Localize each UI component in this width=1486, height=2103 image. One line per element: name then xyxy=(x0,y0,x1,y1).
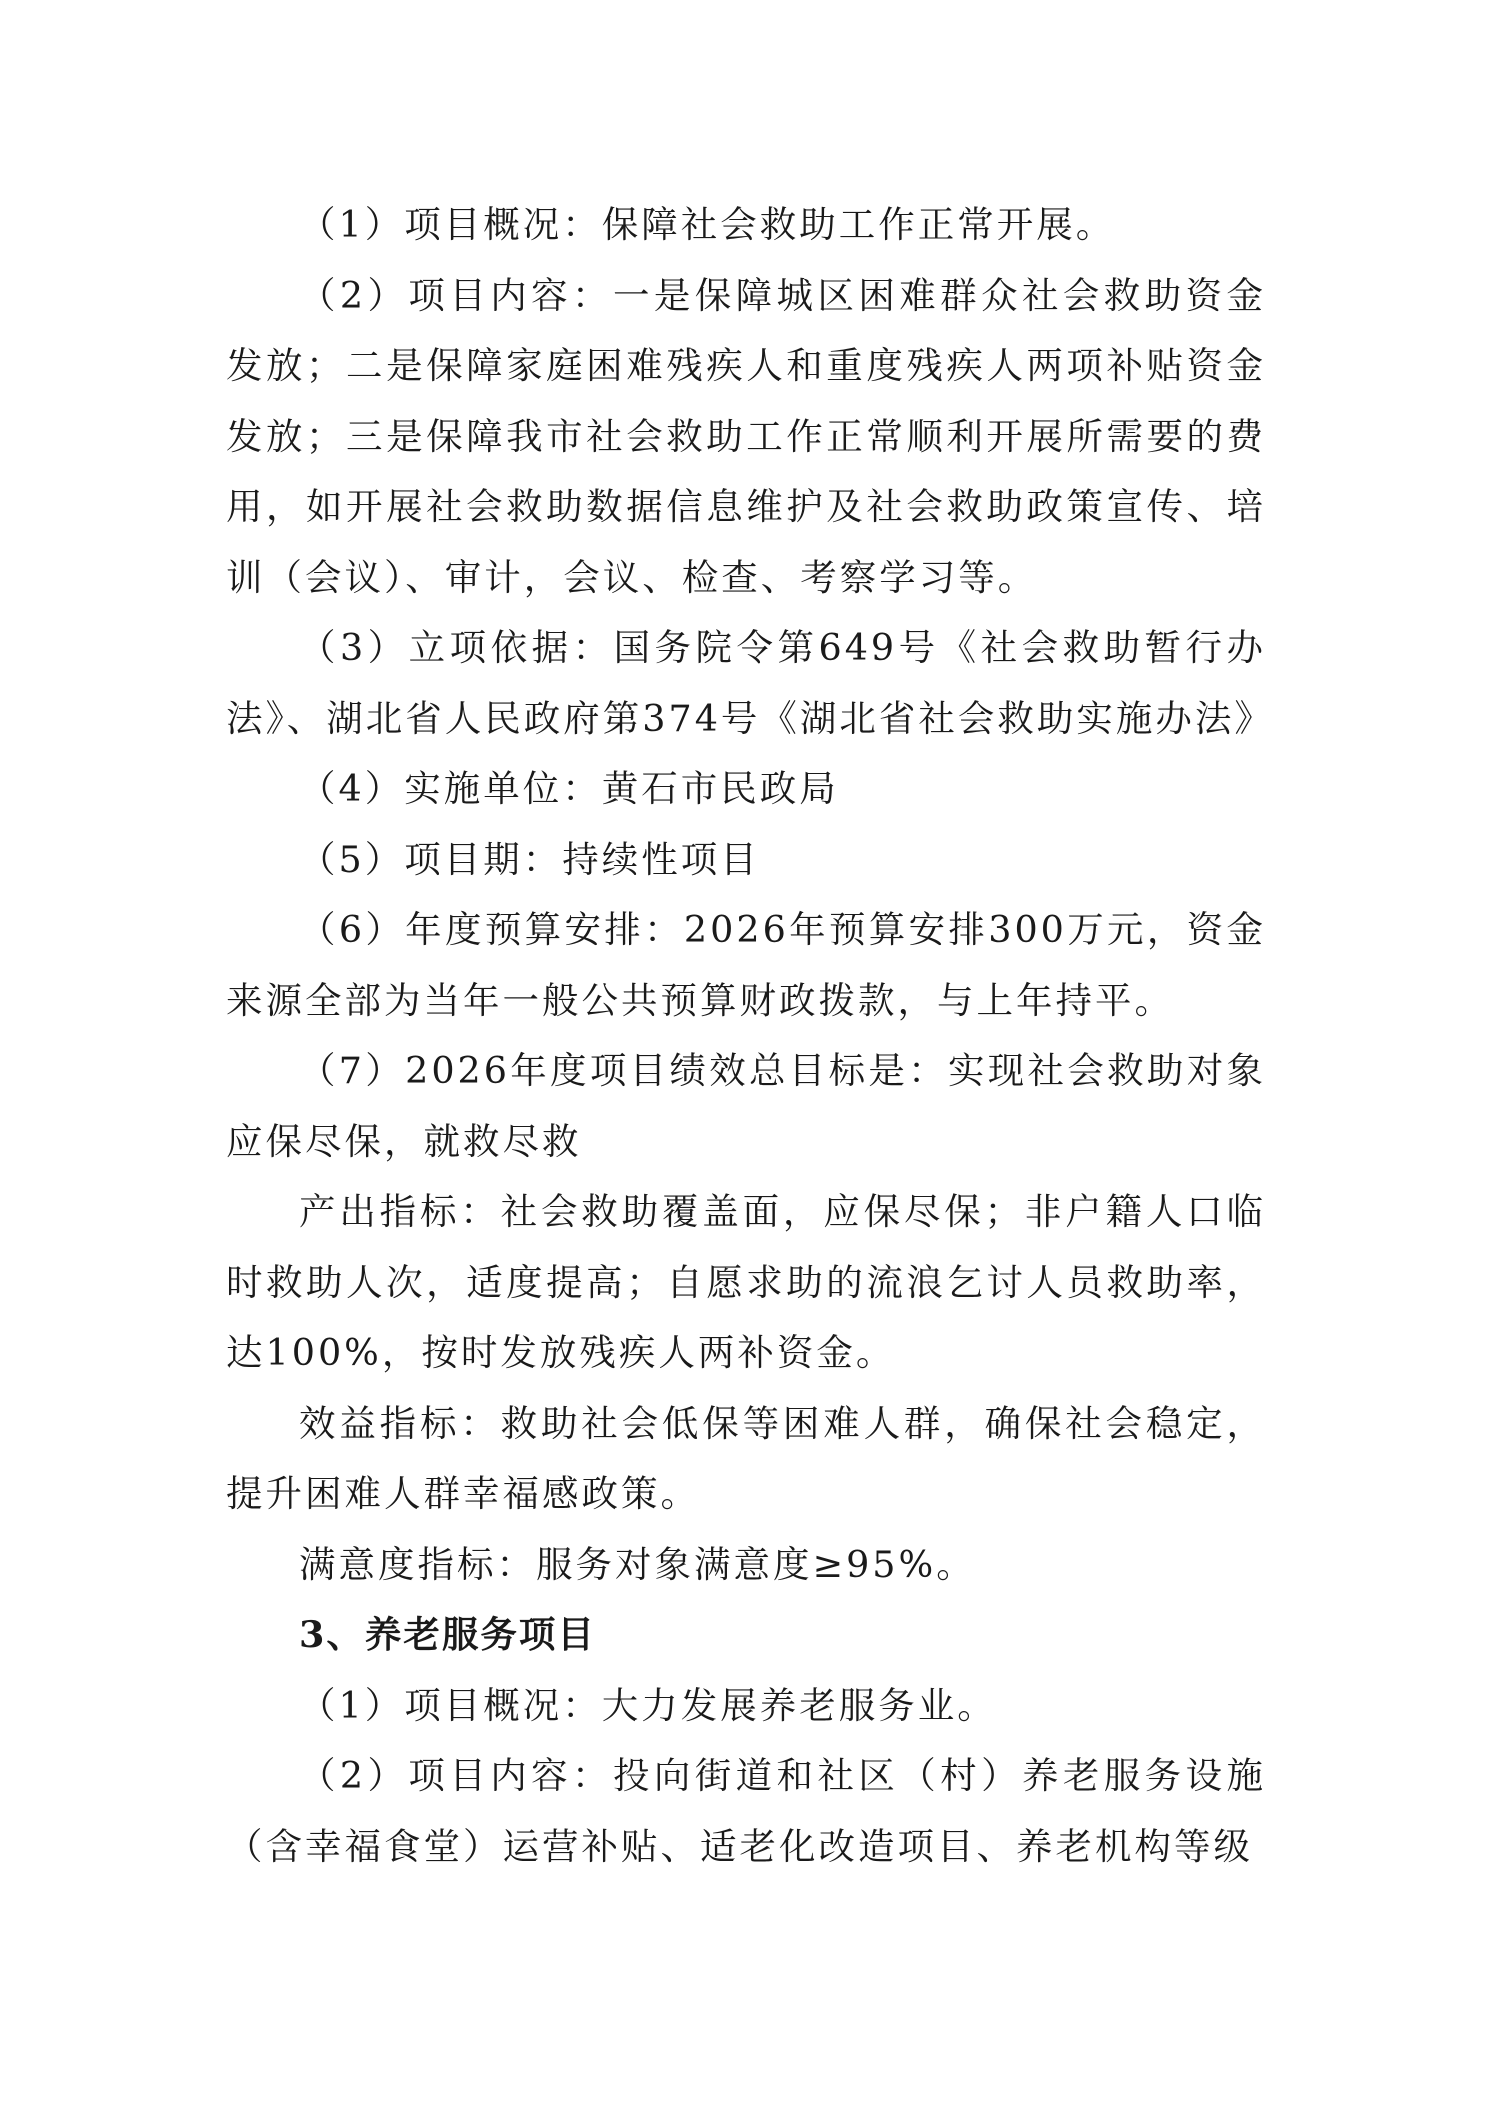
paragraph-elderly-content: （2）项目内容：投向街道和社区（村）养老服务设施（含幸福食堂）运营补贴、适老化改造项目、养老机构等级 xyxy=(226,1754,1266,1868)
paragraph-project-period: （5）项目期：持续性项目 xyxy=(299,837,760,881)
paragraph-project-overview: （1）项目概况：保障社会救助工作正常开展。 xyxy=(299,203,1116,246)
paragraph-annual-budget: （6）年度预算安排：2026年预算安排300万元，资金来源全部为当年一般公共预算财政拨款，与上年持平。 xyxy=(226,908,1266,1022)
paragraph-legal-basis: （3）立项依据：国务院令第649号《社会救助暂行办法》、湖北省人民政府第374号《湖北省社会救助实施办法》 xyxy=(226,626,1274,740)
paragraph-benefit-indicators: 效益指标：救助社会低保等困难人群，确保社会稳定，提升困难人群幸福感政策。 xyxy=(226,1401,1266,1515)
paragraph-output-indicators: 产出指标：社会救助覆盖面，应保尽保；非户籍人口临时救助人次，适度提高；自愿求助的流浪乞讨人员救助率，达100%，按时发放残疾人两补资金。 xyxy=(226,1190,1266,1374)
paragraph-elderly-overview: （1）项目概况：大力发展养老服务业。 xyxy=(299,1683,997,1727)
paragraph-satisfaction-indicators: 满意度指标：服务对象满意度≥95%。 xyxy=(299,1542,976,1586)
paragraph-implementing-unit: （4）实施单位：黄石市民政局 xyxy=(299,767,839,810)
document-body xyxy=(226,190,1274,1882)
section-heading-elderly-care: 3、养老服务项目 xyxy=(299,1613,596,1656)
paragraph-project-content: （2）项目内容：一是保障城区困难群众社会救助资金发放；二是保障家庭困难残疾人和重度残疾人两项补贴资金发放；三是保障我市社会救助工作正常顺利开展所需要的费用，如开展社会救助数据信息维护及社会救助政策宣传、培训（会议）、审计，会议、检查、考察学习等。 xyxy=(226,273,1266,599)
paragraph-performance-goal: （7）2026年度项目绩效总目标是：实现社会救助对象应保尽保，就救尽救 xyxy=(226,1049,1266,1163)
